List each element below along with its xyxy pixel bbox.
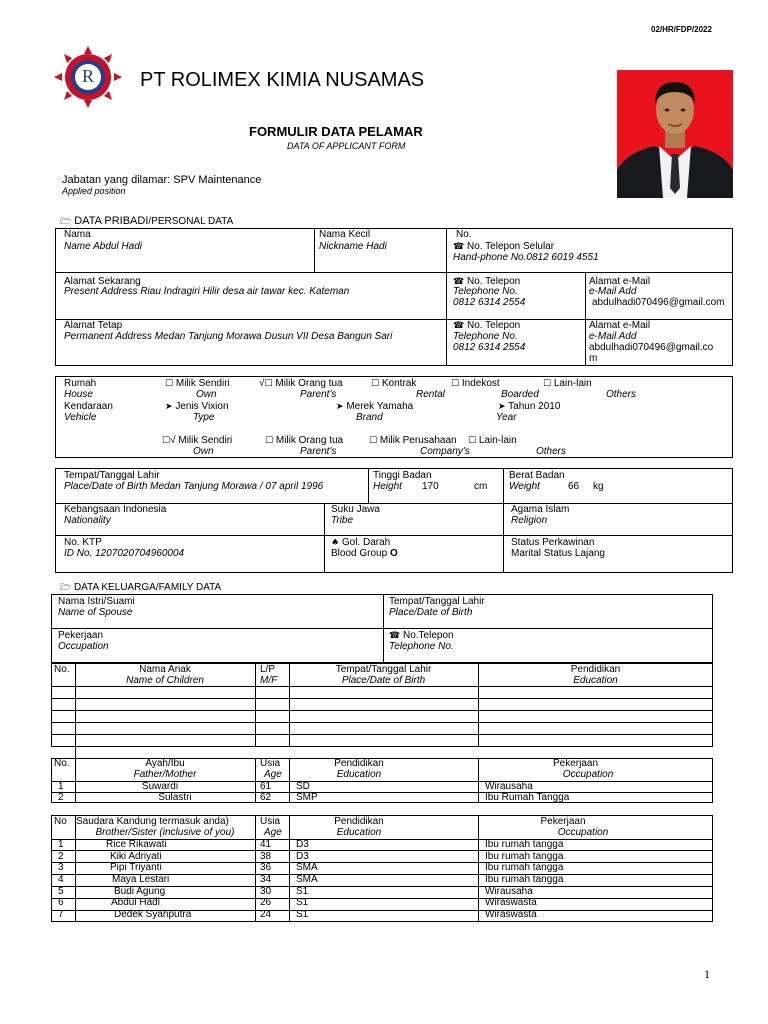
- parent-row-age: 62: [260, 792, 272, 803]
- applied-position: Jabatan yang dilamar: SPV Maintenance: [62, 174, 262, 186]
- children-header-name: Nama Anak: [139, 664, 191, 675]
- sibling-row-age: 26: [260, 897, 272, 908]
- parent-row-education: SMP: [296, 792, 318, 803]
- blood-group: Blood Group O: [331, 548, 398, 559]
- vehicle-brand-en: Brand: [356, 412, 383, 423]
- nationality-label: Kebangsaan Indonesia: [64, 504, 167, 515]
- vehicle-year: ➤ Tahun 2010: [498, 401, 561, 412]
- house-boarded-option[interactable]: ☐ Indekost: [451, 378, 500, 389]
- sibling-row-name: Budi Agung: [114, 886, 166, 897]
- siblings-header-education-en: Education: [336, 827, 382, 838]
- email-value: abdulhadi070496@gmail.com: [592, 297, 725, 308]
- sibling-row-occupation: Wirausaha: [485, 886, 533, 897]
- house-others-option[interactable]: ☐ Lain-lain: [543, 378, 592, 389]
- siblings-header-age-en: Age: [264, 827, 282, 838]
- family-section-title: 🗁 DATA KELUARGA/FAMILY DATA: [60, 582, 222, 593]
- vehicle-type-en: Type: [193, 412, 215, 423]
- weight-value: 66: [568, 481, 580, 492]
- parent-row-occupation: Wirausaha: [485, 781, 533, 792]
- vehicle-own-option[interactable]: ☐√ Milik Sendiri: [162, 435, 233, 446]
- house-parents-option[interactable]: √☐ Milik Orang tua: [259, 378, 343, 389]
- sibling-row-education: S1: [296, 909, 309, 920]
- nickname-value: Nickname Hadi: [319, 241, 387, 252]
- weight-label: Berat Badan: [509, 470, 565, 481]
- check-mark-icon: √: [170, 435, 176, 446]
- siblings-header-no: No: [54, 816, 67, 827]
- nationality-en: Nationality: [64, 515, 111, 526]
- sibling-row-age: 34: [260, 874, 272, 885]
- children-header-birth: Tempat/Tanggal Lahir: [335, 664, 432, 675]
- sibling-row-education: D3: [296, 851, 309, 862]
- arrow-bullet-icon: ➤: [498, 402, 506, 412]
- vehicle-parents-en: Parent's: [300, 446, 337, 457]
- sibling-row-education: S1: [296, 897, 309, 908]
- form-subtitle: DATA OF APPLICANT FORM: [287, 141, 406, 151]
- parents-header-age: Usia: [260, 758, 281, 769]
- sibling-row-no: 6: [58, 897, 64, 908]
- cell-label: ☎ No. Telepon Selular: [453, 241, 555, 252]
- sibling-row-education: SMA: [296, 874, 318, 885]
- vehicle-parents-option[interactable]: ☐ Milik Orang tua: [265, 435, 344, 446]
- sibling-row-occupation: Ibu rumah tangga: [485, 862, 564, 873]
- vehicle-year-en: Year: [496, 412, 517, 423]
- weight-en: Weight: [509, 481, 540, 492]
- sibling-row-no: 4: [58, 874, 64, 885]
- spouse-telephone-en: Telephone No.: [389, 641, 454, 652]
- checkbox-icon: ☐: [369, 436, 378, 446]
- parents-header-name: Ayah/Ibu: [145, 758, 185, 769]
- sibling-row-occupation: Ibu rumah tangga: [485, 851, 564, 862]
- checkbox-icon: ☐: [264, 379, 273, 389]
- vehicle-company-en: Company's: [420, 446, 470, 457]
- religion-en: Religion: [511, 515, 548, 526]
- checkbox-icon: ☐: [265, 436, 274, 446]
- weight-unit: kg: [593, 481, 604, 492]
- address-label: Alamat Sekarang: [64, 276, 141, 287]
- check-mark-icon: √: [259, 378, 265, 389]
- ktp-label: No. KTP: [64, 537, 102, 548]
- children-header-no: No.: [54, 664, 70, 675]
- house-others-en: Others: [606, 389, 637, 400]
- occupation-label: Pekerjaan: [58, 630, 104, 641]
- parents-header-education-en: Education: [336, 769, 382, 780]
- vehicle-company-option[interactable]: ☐ Milik Perusahaan: [369, 435, 457, 446]
- height-unit: cm: [474, 481, 488, 492]
- house-label: Rumah: [64, 378, 97, 389]
- checkbox-icon: ☐: [543, 379, 552, 389]
- spouse-en: Name of Spouse: [58, 607, 133, 618]
- blood-label: ♠ Gol. Darah: [331, 537, 391, 548]
- vehicle-others-en: Others: [536, 446, 567, 457]
- name-value: Name Abdul Hadi: [64, 241, 143, 252]
- phone-icon: ☎: [453, 277, 465, 287]
- sibling-row-occupation: Wiraswasta: [485, 897, 537, 908]
- email2-value: abdulhadi070496@gmail.co: [589, 342, 714, 353]
- sibling-row-no: 1: [58, 839, 64, 850]
- tribe-label: Suku Jawa: [331, 504, 380, 515]
- house-parents-en: Parent's: [300, 389, 337, 400]
- height-en: Height: [373, 481, 402, 492]
- applicant-photo: [617, 70, 733, 198]
- sibling-row-name: Abdul Hadi: [111, 897, 160, 908]
- parents-header-no: No.: [54, 758, 70, 769]
- phone-icon: ☎: [453, 242, 465, 252]
- sibling-row-no: 5: [58, 886, 64, 897]
- siblings-header-education: Pendidikan: [334, 816, 384, 827]
- telephone-en: Telephone No.: [453, 286, 518, 297]
- sibling-row-age: 38: [260, 851, 272, 862]
- spouse-telephone-label: ☎ No.Telepon: [389, 630, 454, 641]
- house-boarded-en: Boarded: [501, 389, 539, 400]
- personal-section-title: 🗁 DATA PRIBADI/PERSONAL DATA: [60, 215, 234, 227]
- address-value: Present Address Riau Indragiri Hilir desa air tawar kec. Kateman: [64, 286, 350, 297]
- parent-row-name: Suwardi: [141, 781, 179, 792]
- sibling-row-occupation: Ibu rumah tangga: [485, 839, 564, 850]
- telephone2-value: 0812 6314 2554: [453, 342, 526, 353]
- folder-icon: 🗁: [60, 583, 72, 593]
- children-header-education: Pendidikan: [570, 664, 621, 675]
- marital-label: Status Perkawinan: [511, 537, 595, 548]
- phone-icon: ☎: [453, 321, 465, 331]
- parents-header-occupation: Pekerjaan: [552, 758, 599, 769]
- vehicle-brand: ➤ Merek Yamaha: [336, 401, 414, 412]
- sibling-row-name: Rice Rikawati: [106, 839, 167, 850]
- religion-label: Agama Islam: [511, 504, 570, 515]
- parents-header-name-en: Father/Mother: [133, 769, 197, 780]
- house-rental-option[interactable]: ☐ Kontrak: [371, 378, 417, 389]
- blood-drop-icon: ♠: [331, 538, 340, 548]
- checkbox-icon: ☐: [165, 379, 174, 389]
- marital-value: Marital Status Lajang: [511, 548, 605, 559]
- house-own-en: Own: [196, 389, 217, 400]
- birth-value: Place/Date of Birth Medan Tanjung Morawa / 07 april 1996: [64, 481, 324, 492]
- telephone-label: ☎ No. Telepon: [453, 276, 521, 287]
- sibling-row-education: SMA: [296, 862, 318, 873]
- house-label-en: House: [64, 389, 93, 400]
- sibling-row-name: Pipi Triyanti: [110, 862, 162, 873]
- sibling-row-age: 36: [260, 862, 272, 873]
- sibling-row-age: 41: [260, 839, 272, 850]
- vehicle-own-en: Own: [193, 446, 214, 457]
- children-header-gender-en: M/F: [260, 675, 278, 686]
- email-en: e-Mail Add: [589, 286, 637, 297]
- parent-row-no: 1: [58, 781, 64, 792]
- email2-value-cont: m: [589, 353, 598, 364]
- ktp-value: ID No. 1207020704960004: [64, 548, 185, 559]
- house-own-option[interactable]: ☐ Milik Sendiri: [165, 378, 230, 389]
- telephone2-label: ☎ No. Telepon: [453, 320, 521, 331]
- page-number: 1: [704, 967, 710, 981]
- arrow-bullet-icon: ➤: [336, 402, 344, 412]
- vehicle-type: ➤ Jenis Vixion: [165, 401, 229, 412]
- permanent-address-value: Permanent Address Medan Tanjung Morawa Dusun VII Desa Bangun Sari: [64, 331, 393, 342]
- children-header-name-en: Name of Children: [126, 675, 204, 686]
- height-label: Tinggi Badan: [373, 470, 432, 481]
- applied-position-en: Applied position: [62, 186, 126, 196]
- sibling-row-education: D3: [296, 839, 309, 850]
- email2-label: Alamat e-Mail: [589, 320, 651, 331]
- parents-header-age-en: Age: [264, 769, 282, 780]
- telephone2-en: Telephone No.: [453, 331, 518, 342]
- vehicle-label-en: Vehicle: [64, 412, 97, 423]
- sibling-row-age: 30: [260, 886, 272, 897]
- children-header-education-en: Education: [573, 675, 618, 686]
- cell-value: Hand-phone No.0812 6019 4551: [453, 252, 599, 263]
- sibling-row-no: 7: [58, 909, 64, 920]
- no-label: No.: [456, 229, 472, 240]
- arrow-bullet-icon: ➤: [165, 402, 173, 412]
- parents-header-education: Pendidikan: [334, 758, 384, 769]
- spouse-birth-label: Tempat/Tanggal Lahir: [389, 596, 485, 607]
- parent-row-education: SD: [296, 781, 310, 792]
- siblings-header-occupation-en: Occupation: [557, 827, 609, 838]
- sibling-row-no: 2: [58, 851, 64, 862]
- children-header-birth-en: Place/Date of Birth: [341, 675, 426, 686]
- spouse-birth-en: Place/Date of Birth: [389, 607, 473, 618]
- tribe-en: Tribe: [331, 515, 354, 526]
- sibling-row-education: S1: [296, 886, 309, 897]
- sibling-row-no: 3: [58, 862, 64, 873]
- permanent-address-label: Alamat Tetap: [64, 320, 123, 331]
- siblings-header-occupation: Pekerjaan: [540, 816, 586, 827]
- height-value: 170: [422, 481, 439, 492]
- sibling-row-name: Dedek Syahputra: [114, 909, 192, 920]
- vehicle-others-option[interactable]: ☐ Lain-lain: [468, 435, 517, 446]
- occupation-en: Occupation: [58, 641, 109, 652]
- sibling-row-occupation: Ibu rumah tangga: [485, 874, 564, 885]
- checkbox-icon: ☐: [162, 436, 171, 446]
- doc-code: 02/HR/FDP/2022: [651, 25, 712, 34]
- company-name: PT ROLIMEX KIMIA NUSAMAS: [140, 69, 425, 91]
- phone-icon: ☎: [389, 631, 401, 641]
- checkbox-icon: ☐: [468, 436, 477, 446]
- telephone-value: 0812 6314 2554: [453, 297, 526, 308]
- parent-row-occupation: Ibu Rumah Tangga: [485, 792, 570, 803]
- siblings-header-name-en: Brother/Sister (inclusive of you): [95, 827, 235, 838]
- sibling-row-occupation: Wiraswasta: [485, 909, 537, 920]
- email2-en: e-Mail Add: [589, 331, 637, 342]
- checkbox-icon: ☐: [451, 379, 460, 389]
- siblings-header-age: Usia: [260, 816, 281, 827]
- folder-icon: 🗁: [60, 217, 72, 227]
- nickname-label: Nama Kecil: [319, 229, 371, 240]
- parent-row-age: 61: [260, 781, 272, 792]
- parents-header-occupation-en: Occupation: [562, 769, 614, 780]
- name-label: Nama: [64, 229, 91, 240]
- parent-row-no: 2: [58, 792, 64, 803]
- sibling-row-age: 24: [260, 909, 272, 920]
- birth-label: Tempat/Tanggal Lahir: [64, 470, 160, 481]
- email-label: Alamat e-Mail: [589, 276, 651, 287]
- sibling-row-name: Kiki Adriyati: [110, 851, 162, 862]
- sibling-row-name: Maya Lestari: [112, 874, 170, 885]
- logo-letter: R: [81, 66, 94, 86]
- vehicle-label: Kendaraan: [64, 401, 113, 412]
- parent-row-name: Sulastri: [158, 792, 192, 803]
- form-title: FORMULIR DATA PELAMAR: [249, 124, 423, 139]
- siblings-header-name: Saudara Kandung termasuk anda): [76, 816, 229, 827]
- children-header-gender: L/P: [260, 664, 276, 675]
- spouse-label: Nama Istri/Suami: [58, 596, 135, 607]
- checkbox-icon: ☐: [371, 379, 380, 389]
- house-rental-en: Rental: [416, 389, 445, 400]
